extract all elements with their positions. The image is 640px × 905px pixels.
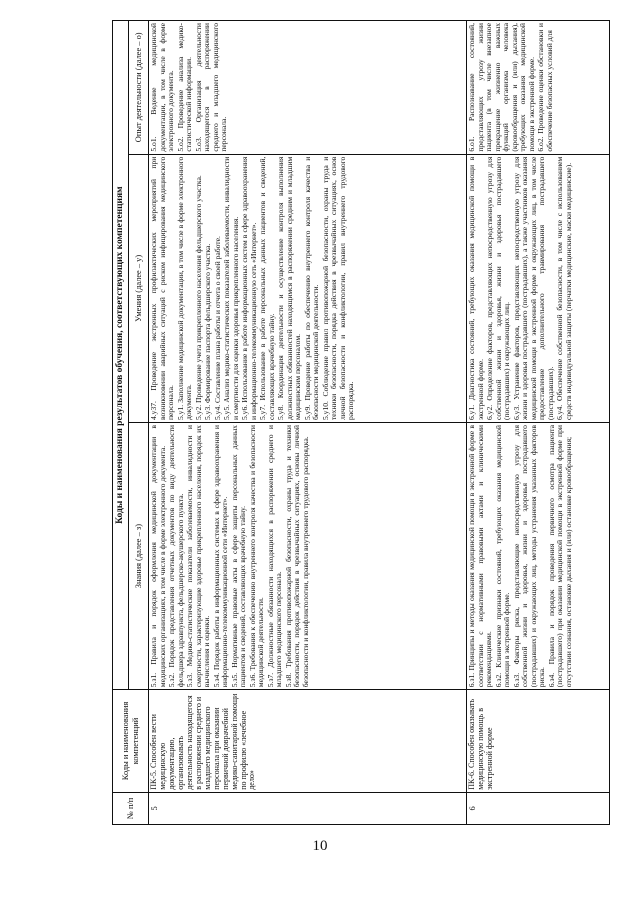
list-item: 6.о2. Проведение оценки обстановки и обеспечение безопасных условий для [536, 23, 554, 152]
knowledge-cell [149, 423, 467, 690]
list-item: 5.з1. Правила и порядок оформления медицинской документации в медицинских организациях, в том числе в форме электронного документа. [149, 425, 167, 688]
header-row-1 [113, 21, 129, 825]
table-row [467, 21, 610, 825]
list-item: 5.у8. Координация деятельности и осуществление контроля выполнения должностных обязанностей находящимся в распоряжении средним и младшим медицинским персоналом. [276, 156, 302, 421]
list-item: 4.у37. Проведение экстренных профилактических мероприятий при возникновении аварийных ситуаций с риском инфицирования медицинского персонала. [149, 156, 175, 421]
page-number: 10 [312, 838, 328, 854]
skills-cell [467, 154, 610, 422]
header-group: Коды и наименования результатов обучения, соответствующих компетенциям [113, 21, 129, 690]
list-item: 6.з4. Правила и порядок проведения первичного осмотра пациента (пострадавшего) при оказании медицинской помощи в экстренной форме при отсутствии сознания, остановке дыхания и (или) остановке кровообращения; [546, 425, 573, 688]
list-item: 5.у3. Формирование паспорта фельдшерского участка. [203, 243, 212, 421]
list-item: 5.у7. Использование в работе персональных данных пациентов и сведений, составляющих врачебную тайну. [258, 156, 276, 421]
knowledge-cell [467, 423, 610, 690]
row-number: 5 [149, 792, 467, 824]
list-item: 5.о1. Ведение медицинской документации, в том числе в форме электронного документа. [149, 23, 175, 152]
list-item: 5.з8. Требования противопожарной безопасности, охраны труда и техники безопасности, порядок действия в чрезвычайных ситуациях, основы личной безопасности и конфликтологии, правила внутреннего трудового распорядка. [283, 425, 310, 688]
list-item: 6.з3. Факторы риска, представляющие непосредственную угрозу для собственной жизни и здоровья, жизни и здоровья пострадавшего (пострадавших) и окружающих лиц, методы устранения указанных факторов риска. [511, 425, 546, 688]
table-row [149, 21, 467, 825]
header-codes: Коды и наименования компетенций [113, 690, 149, 793]
header-experience: Опыт деятельности (далее – о) [129, 21, 149, 155]
list-item: 6.о1. Распознавание состояний, представляющих угрозу жизни пациента (в том числе внезапное прекращение жизненно важных функций организма человека (кровообращения и (или) дыхания), требующих оказания медицинской помощи в экстренной форме. [467, 23, 536, 152]
list-item: 6.з2. Клинические признаки состояний, требующих оказания медицинской помощи в экстренной форме. [493, 425, 511, 688]
list-item: 5.з4. Порядок работы в информационных системах в сфере здравоохранения и информационно-телекоммуникационной сети «Интернет». [211, 425, 229, 688]
competence-cell: ПК-6. Способен оказывать медицинскую помощь в экстренной форме [467, 690, 610, 793]
competence-table [112, 20, 610, 825]
list-item: 6.у4. Обеспечение собственной безопасности, в том числе с использованием средств индивидуальной защиты (перчатки медицинские, маски медицинские). [555, 156, 573, 421]
list-item: 5.о2. Проведение анализа медико-статистической информации. [175, 23, 193, 152]
list-item: 5.з7. Должностные обязанности находящихся в распоряжении среднего и младшего медицинского персонала. [265, 425, 283, 688]
header-num: № п/п [113, 792, 149, 824]
experience-cell [467, 21, 610, 155]
rotated-table-wrapper [112, 20, 610, 825]
list-item: 6.з1. Принципы и методы оказания медицинской помощи в экстренной форме в соответствии с нормативными правовыми актами и клиническими рекомендациями. [467, 425, 493, 688]
header-knowledge: Знания (далее – з) [129, 423, 149, 690]
list-item: 5.о3. Организация деятельности находящегося в распоряжении среднего и младшего медицинского персонала. [193, 23, 228, 152]
list-item: 6.у2. Определение факторов, представляющих непосредственную угрозу для собственной жизни и здоровья, жизни и здоровья пострадавшего (пострадавших) и окружающих лиц. [485, 156, 511, 421]
list-item: 5.з2. Порядок представления отчетных документов по виду деятельности фельдшера здравпункта, фельдшерско-акушерского пункта. [167, 425, 185, 688]
header-skills: Умения (далее – у) [129, 154, 149, 422]
list-item: 5.з5. Нормативные правовые акты в сфере защиты персональных данных пациентов и сведений, составляющих врачебную тайну. [229, 425, 247, 688]
skills-cell [149, 154, 467, 422]
list-item: 5.у6. Использование в работе информационных систем в сфере здравоохранения и информационно-телекоммуникационную сеть «Интернет». [240, 156, 258, 421]
list-item: 5.у4. Составление плана работы и отчета о своей работе. [212, 236, 222, 421]
list-item: 5.у5. Анализ медико-статистических показателей заболеваемости, инвалидности и смертности для оценки здоровья прикрепленного населения. [222, 156, 240, 421]
competence-cell: ПК-5. Способен вести медицинскую документацию, организовывать деятельность находящегося в распоряжении среднего и младшего медицинского персонала при оказании первичной доврачебной медико-санитарной помощи по профилю «лечебное дело» [149, 690, 467, 793]
list-item: 5.з3. Медико-статистические показатели заболеваемости, инвалидности и смертности, характеризующие здоровье прикрепленного населения, порядок их вычисления и оценки. [185, 425, 211, 688]
list-item: 5.у1. Заполнение медицинской документации, в том числе в форме электронного документа. [175, 156, 193, 421]
list-item: 6.у1. Диагностика состояний, требующих оказания медицинской помощи в экстренной форме. [467, 156, 485, 421]
row-number: 6 [467, 792, 610, 824]
list-item: 5.з6. Требования к обеспечению внутреннего контроля качества и безопасности медицинской деятельности. [247, 425, 265, 688]
list-item: 6.у3. Устранение факторов, представляющих непосредственную угрозу для жизни и здоровья пострадавшего (пострадавших), а также участников оказания медицинской помощи в экстренной форме и окружающих лиц, в том числе предоставление дополнительного травмирования пострадавшего (пострадавших). [511, 156, 555, 421]
list-item: 5.у9. Проведение работы по обеспечению внутреннего контроля качества и безопасности медицинской деятельности. [302, 156, 320, 421]
list-item: 5.у2. Проведение учета прикрепленного населения фельдшерского участка. [193, 175, 203, 421]
list-item: 5.у10. Соблюдение правил противопожарной безопасности, охраны труда и техники безопасности, порядка действия в чрезвычайных ситуациях, основ личной безопасности и конфликтологии, правил внутреннего трудового распорядка. [320, 156, 355, 421]
experience-cell [149, 21, 467, 155]
